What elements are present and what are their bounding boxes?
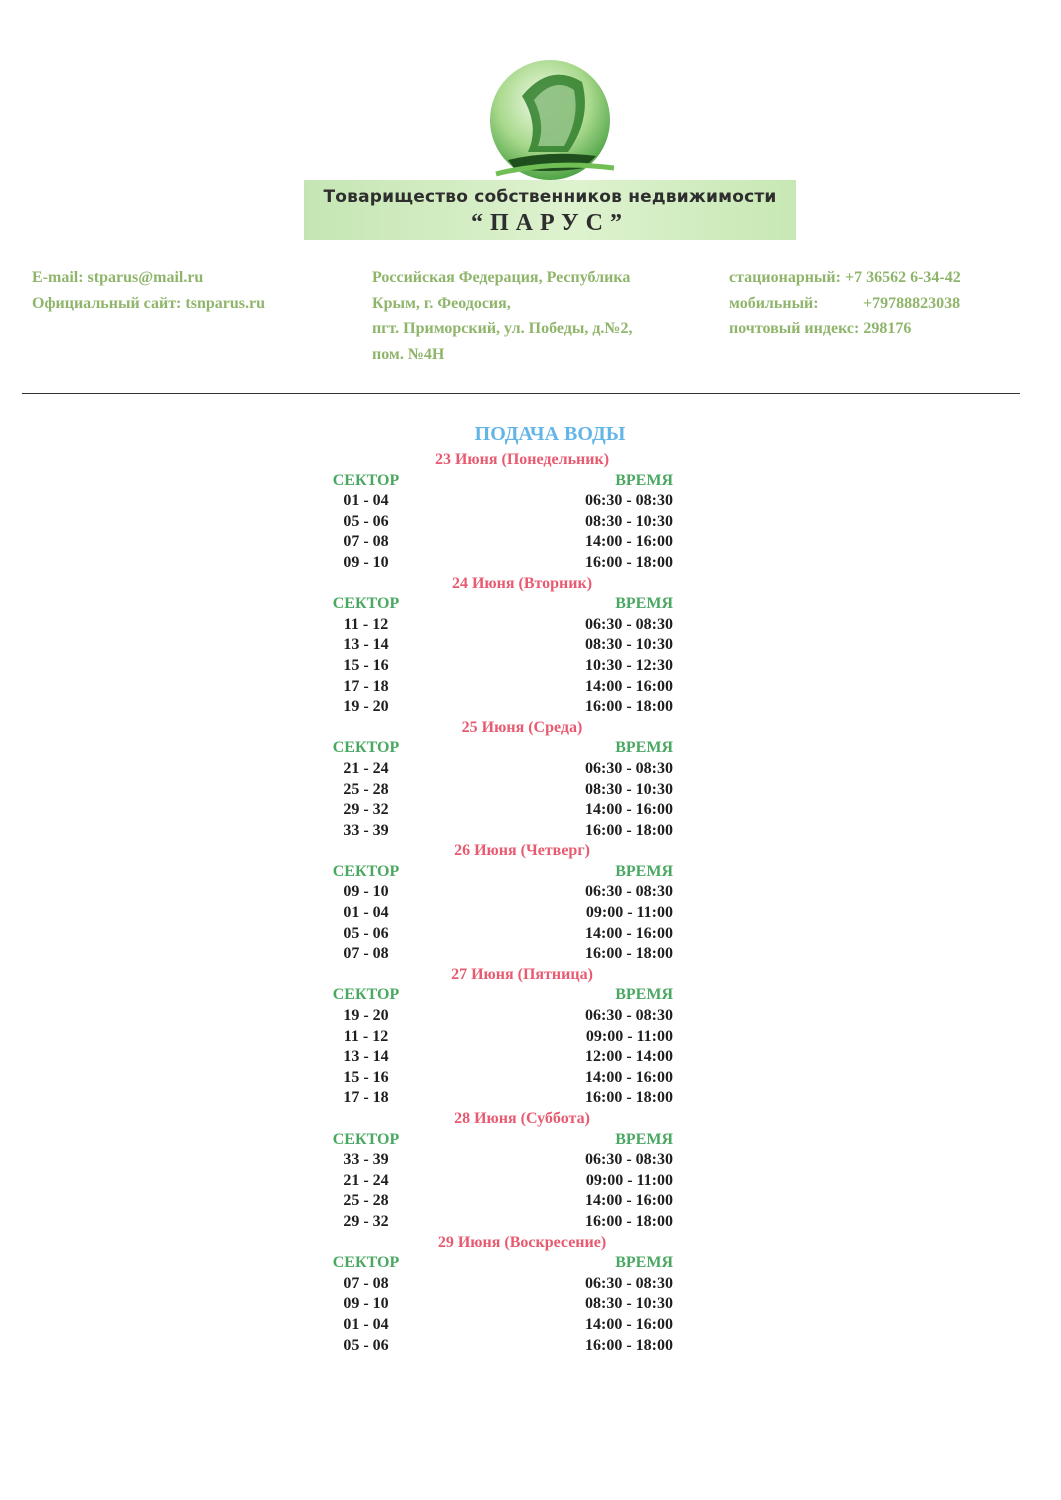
schedule-row — [322, 1047, 722, 1068]
address-line: пгт. Приморский, ул. Победы, д.№2, — [372, 320, 633, 337]
time-range: 06:30 - 08:30 — [585, 1274, 673, 1292]
schedule-row — [322, 944, 722, 965]
day-heading: 25 Июня (Среда) — [461, 718, 583, 736]
time-range: 06:30 - 08:30 — [585, 1007, 673, 1025]
mobile-row — [729, 291, 961, 317]
sector-column-header: СЕКТОР — [332, 595, 400, 613]
sector-range: 17 - 18 — [343, 677, 389, 695]
sector-column-header: СЕКТОР — [332, 1254, 400, 1272]
sector-range: 33 - 39 — [343, 821, 389, 839]
sector-range: 15 - 16 — [343, 1068, 389, 1086]
sector-range: 01 - 04 — [343, 1315, 389, 1333]
time-range: 16:00 - 18:00 — [585, 1089, 673, 1107]
schedule-row — [322, 882, 722, 903]
sector-range: 21 - 24 — [343, 759, 389, 777]
time-range: 16:00 - 18:00 — [585, 698, 673, 716]
column-header-row — [322, 594, 722, 615]
header-divider — [22, 393, 1020, 394]
time-range: 14:00 - 16:00 — [585, 677, 673, 695]
day-heading: 26 Июня (Четверг) — [454, 842, 590, 860]
day-heading: 24 Июня (Вторник) — [451, 574, 593, 592]
schedule-row — [322, 1294, 722, 1315]
sector-range: 13 - 14 — [343, 1048, 389, 1066]
sector-range: 11 - 12 — [343, 615, 389, 633]
sector-range: 11 - 12 — [343, 1027, 389, 1045]
schedule-row — [322, 1315, 722, 1336]
schedule-row — [322, 532, 722, 553]
sector-range: 25 - 28 — [343, 780, 389, 798]
address-line: пом. №4Н — [372, 345, 445, 363]
sector-range: 15 - 16 — [343, 656, 389, 674]
time-range: 16:00 - 18:00 — [585, 1336, 673, 1354]
column-header-row — [322, 862, 722, 883]
time-range: 14:00 - 16:00 — [585, 533, 673, 551]
sector-range: 05 - 06 — [343, 924, 389, 942]
sector-column-header: СЕКТОР — [332, 986, 400, 1004]
schedule-row — [322, 1027, 722, 1048]
time-column-header: ВРЕМЯ — [615, 471, 673, 489]
schedule-row — [322, 1274, 722, 1295]
schedule-row — [322, 656, 722, 677]
sector-column-header: СЕКТОР — [332, 862, 400, 880]
time-range: 14:00 - 16:00 — [585, 924, 673, 942]
column-header-row — [322, 738, 722, 759]
time-range: 06:30 - 08:30 — [585, 1151, 673, 1169]
sector-range: 05 - 06 — [343, 1336, 389, 1354]
email-text: E-mail: stparus@mail.ru — [32, 269, 204, 286]
time-range: 16:00 - 18:00 — [585, 821, 673, 839]
schedule-row — [322, 1006, 722, 1027]
time-range: 09:00 - 11:00 — [585, 1171, 673, 1189]
schedule-row — [322, 759, 722, 780]
time-range: 14:00 - 16:00 — [585, 1068, 673, 1086]
water-schedule — [322, 450, 722, 1356]
sector-range: 17 - 18 — [343, 1089, 389, 1107]
time-range: 06:30 - 08:30 — [585, 615, 673, 633]
sector-range: 13 - 14 — [343, 636, 389, 654]
time-range: 09:00 - 11:00 — [585, 904, 673, 922]
schedule-row — [322, 1212, 722, 1233]
schedule-row — [322, 924, 722, 945]
sector-range: 01 - 04 — [343, 904, 389, 922]
contact-right — [729, 265, 961, 342]
landline-value: +7 36562 6-34-42 — [844, 269, 961, 286]
sector-column-header: СЕКТОР — [332, 1130, 400, 1148]
time-range: 12:00 - 14:00 — [585, 1048, 673, 1066]
time-range: 14:00 - 16:00 — [585, 801, 673, 819]
time-column-header: ВРЕМЯ — [615, 595, 673, 613]
sector-range: 25 - 28 — [343, 1192, 389, 1210]
schedule-row — [322, 1171, 722, 1192]
sector-range: 01 - 04 — [343, 492, 389, 510]
time-range: 16:00 - 18:00 — [585, 945, 673, 963]
schedule-row — [322, 1150, 722, 1171]
time-range: 14:00 - 16:00 — [585, 1192, 673, 1210]
column-header-row — [322, 1130, 722, 1151]
sector-column-header: СЕКТОР — [332, 739, 400, 757]
day-heading: 27 Июня (Пятница) — [451, 965, 593, 983]
time-range: 08:30 - 10:30 — [585, 780, 673, 798]
org-banner — [304, 180, 796, 240]
schedule-row — [322, 1336, 722, 1357]
schedule-row — [322, 615, 722, 636]
time-range: 06:30 - 08:30 — [585, 759, 673, 777]
sector-column-header: СЕКТОР — [332, 471, 400, 489]
sector-range: 21 - 24 — [343, 1171, 389, 1189]
schedule-row — [322, 553, 722, 574]
time-range: 08:30 - 10:30 — [585, 1295, 673, 1313]
sector-range: 19 - 20 — [343, 1007, 389, 1025]
sector-range: 07 - 08 — [343, 1274, 389, 1292]
postal-code-text: почтовый индекс: 298176 — [729, 320, 912, 337]
schedule-row — [322, 1068, 722, 1089]
sailboat-logo-icon — [484, 56, 620, 192]
mobile-value: +79788823038 — [863, 294, 961, 312]
sector-range: 29 - 32 — [343, 1212, 389, 1230]
schedule-row — [322, 635, 722, 656]
time-column-header: ВРЕМЯ — [615, 1254, 673, 1272]
time-column-header: ВРЕМЯ — [615, 986, 673, 1004]
org-name-line1: Товарищество собственников недвижимости — [323, 187, 777, 207]
schedule-row — [322, 1191, 722, 1212]
sector-range: 19 - 20 — [343, 698, 389, 716]
landline-label: стационарный: — [729, 269, 841, 286]
org-name-line2: “ПАРУС” — [470, 210, 629, 236]
schedule-row — [322, 512, 722, 533]
column-header-row — [322, 1253, 722, 1274]
address-block — [372, 265, 633, 367]
time-range: 06:30 - 08:30 — [585, 492, 673, 510]
sector-range: 33 - 39 — [343, 1151, 389, 1169]
landline-row — [729, 265, 961, 291]
time-range: 06:30 - 08:30 — [585, 883, 673, 901]
schedule-row — [322, 1088, 722, 1109]
time-column-header: ВРЕМЯ — [615, 739, 673, 757]
schedule-row — [322, 903, 722, 924]
column-header-row — [322, 471, 722, 492]
address-line: Крым, г. Феодосия, — [372, 294, 511, 312]
time-range: 08:30 - 10:30 — [585, 636, 673, 654]
sector-range: 09 - 10 — [343, 1295, 389, 1313]
contact-left — [32, 265, 265, 316]
sector-range: 07 - 08 — [343, 945, 389, 963]
sector-range: 09 - 10 — [343, 553, 389, 571]
day-heading: 23 Июня (Понедельник) — [434, 451, 610, 468]
schedule-row — [322, 800, 722, 821]
day-heading: 29 Июня (Воскресение) — [437, 1233, 607, 1251]
time-range: 09:00 - 11:00 — [585, 1027, 673, 1045]
time-column-header: ВРЕМЯ — [615, 862, 673, 880]
schedule-row — [322, 677, 722, 698]
column-header-row — [322, 985, 722, 1006]
schedule-row — [322, 697, 722, 718]
website-text: Официальный сайт: tsnparus.ru — [32, 294, 265, 312]
time-range: 16:00 - 18:00 — [585, 553, 673, 571]
schedule-row — [322, 780, 722, 801]
sector-range: 29 - 32 — [343, 801, 389, 819]
time-range: 10:30 - 12:30 — [585, 656, 673, 674]
address-line: Российская Федерация, Республика — [372, 269, 631, 286]
sector-range: 09 - 10 — [343, 883, 389, 901]
time-range: 08:30 - 10:30 — [585, 512, 673, 530]
sector-range: 05 - 06 — [343, 512, 389, 530]
mobile-label: мобильный: — [729, 294, 819, 312]
schedule-row — [322, 491, 722, 512]
schedule-row — [322, 821, 722, 842]
time-range: 16:00 - 18:00 — [585, 1212, 673, 1230]
time-column-header: ВРЕМЯ — [615, 1130, 673, 1148]
schedule-title: ПОДАЧА ВОДЫ — [474, 423, 626, 445]
sector-range: 07 - 08 — [343, 533, 389, 551]
day-heading: 28 Июня (Суббота) — [454, 1110, 590, 1127]
time-range: 14:00 - 16:00 — [585, 1315, 673, 1333]
